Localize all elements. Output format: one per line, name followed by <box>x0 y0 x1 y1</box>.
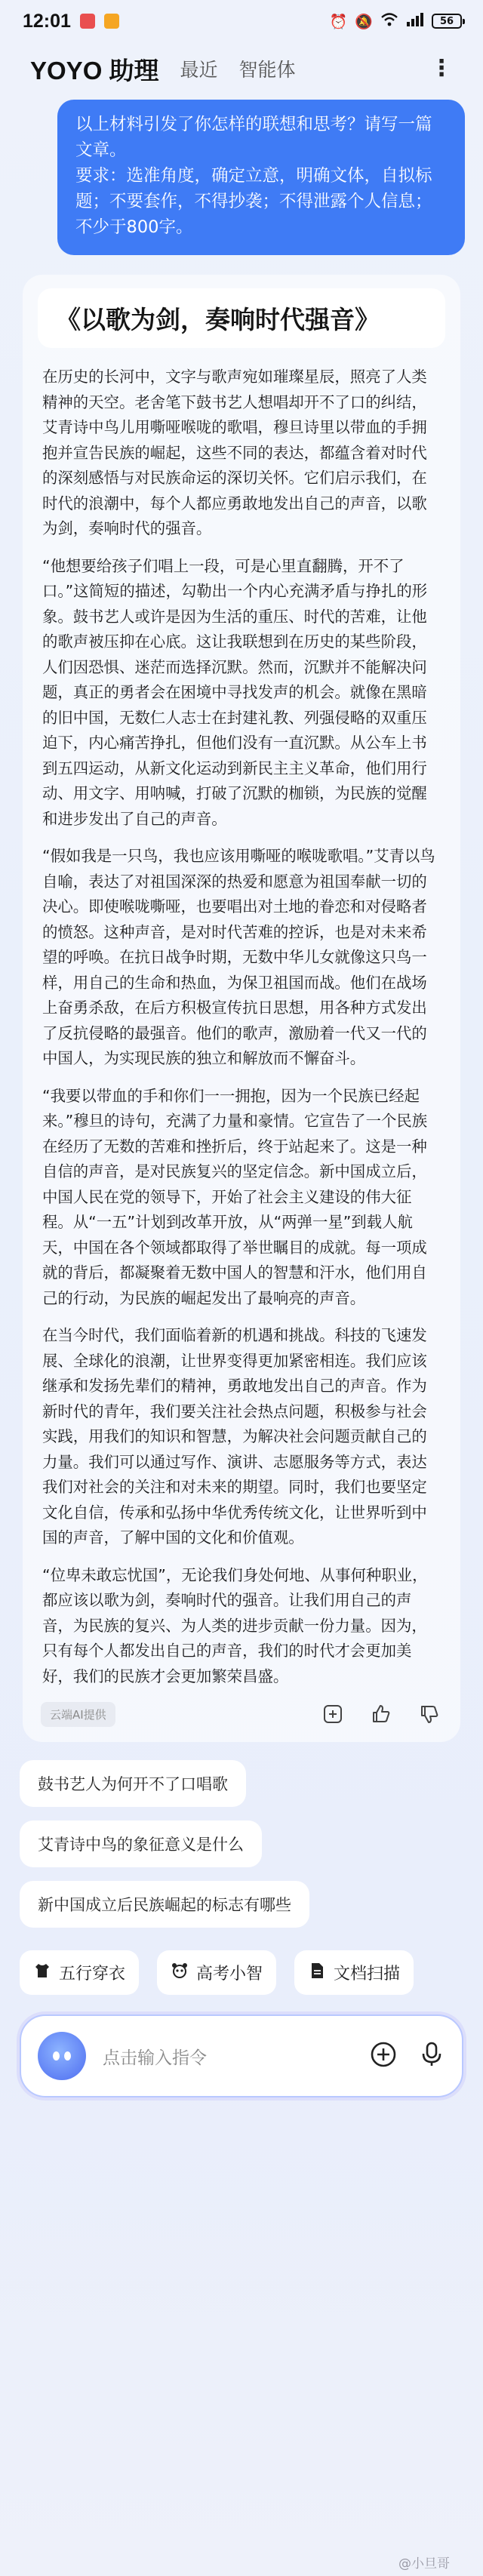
quick-actions <box>20 1950 463 1995</box>
watermark: @小旦哥 <box>398 2556 450 2571</box>
battery-indicator <box>432 14 462 29</box>
suggestion-chip[interactable]: 新中国成立后民族崛起的标志有哪些 <box>20 1881 309 1928</box>
quick-action-label: 文档扫描 <box>334 1965 401 1984</box>
mute-icon: 🔕 <box>355 13 373 30</box>
essay-paragraph: 在历史的长河中，文字与歌声宛如璀璨星辰，照亮了人类精神的天空。老舍笔下鼓书艺人想唱却开不了口的纠结，艾青诗中鸟儿用嘶哑喉咙的歌唱，穆旦诗里以带血的手拥抱并宣告民族的崛起，这些不同的表达，都蕴含着对时代的深刻感悟与对民族命运的深切关怀。它们启示我们，在时代的浪潮中，每个人都应勇敢地发出自己的声音，以歌为剑，奏响时代的强音。 <box>42 368 427 537</box>
user-message-bubble <box>57 100 465 255</box>
shirt-icon <box>33 1962 51 1984</box>
essay-title: 《以歌为剑，奏响时代强音》 <box>38 288 445 348</box>
thumbs-down-icon[interactable] <box>417 1701 442 1727</box>
microphone-icon[interactable] <box>418 2041 445 2071</box>
tab-agents[interactable]: 智能体 <box>238 59 296 81</box>
app-title: YOYO 助理 <box>30 56 159 85</box>
quick-action-label: 高考小智 <box>196 1965 263 1984</box>
more-menu-button[interactable]: ⋮ <box>430 55 453 82</box>
app-header <box>0 42 483 95</box>
app-notification-icon <box>80 14 95 29</box>
add-attachment-icon[interactable] <box>370 2041 397 2071</box>
document-icon <box>308 1962 326 1984</box>
panda-icon <box>171 1962 189 1984</box>
user-message-line: 以上材料引发了你怎样的联想和思考？请写一篇文章。 <box>75 115 432 160</box>
source-tag: 云端AI提供 <box>41 1702 115 1727</box>
thumbs-up-icon[interactable] <box>368 1701 394 1727</box>
assistant-avatar-icon[interactable] <box>38 2032 86 2080</box>
app-notification-icon-2 <box>104 14 119 29</box>
quick-action-wuxing[interactable] <box>20 1950 139 1995</box>
answer-card <box>23 275 460 1742</box>
add-icon[interactable] <box>320 1701 346 1727</box>
essay-paragraph: 在当今时代，我们面临着新的机遇和挑战。科技的飞速发展、全球化的浪潮，让世界变得更加紧密相连。我们应该继承和发扬先辈们的精神，勇敢地发出自己的声音。作为新时代的青年，我们要关注社会热点问题，积极参与社会实践，用我们的知识和智慧，为解决社会问题贡献自己的力量。我们可以通过写作、演讲、志愿服务等方式，表达我们对社会的关注和对未来的期望。同时，我们也要坚定文化自信，传承和弘扬中华优秀传统文化，让世界听到中国的声音，了解中国的文化和价值观。 <box>42 1326 427 1547</box>
answer-actions <box>320 1701 442 1727</box>
status-time: 12:01 <box>23 10 71 32</box>
input-bar <box>20 2014 463 2097</box>
essay-paragraph: “他想要给孩子们唱上一段，可是心里直翻腾，开不了口。”这简短的描述，勾勒出一个内心充满矛盾与挣扎的形象。鼓书艺人或许是因为生活的重压、时代的苦难，让他的歌声被压抑在心底。这让我联想到在历史的某些阶段，人们因恐惧、迷茫而选择沉默。然而，沉默并不能解决问题，真正的勇者会在困境中寻找发声的机会。就像在黑暗的旧中国，无数仁人志士在封建礼教、列强侵略的双重压迫下，内心痛苦挣扎，但他们没有一直沉默。从公车上书到五四运动，从新文化运动到新民主主义革命，他们用行动、用文字、用呐喊，打破了沉默的枷锁，为民族的觉醒和进步发出了自己的声音。 <box>42 556 428 828</box>
command-input[interactable]: 点击输入指令 <box>103 2048 207 2068</box>
suggestion-chip[interactable]: 鼓书艺人为何开不了口唱歌 <box>20 1760 246 1807</box>
suggestion-chip[interactable]: 艾青诗中鸟的象征意义是什么 <box>20 1820 262 1867</box>
answer-footer <box>38 1701 445 1730</box>
alarm-icon: ⏰ <box>329 13 348 30</box>
wifi-icon <box>380 12 398 31</box>
tab-recent[interactable]: 最近 <box>180 59 218 81</box>
quick-action-label: 五行穿衣 <box>59 1965 126 1984</box>
user-message-line: 要求：选准角度，确定立意，明确文体，自拟标题；不要套作，不得抄袭；不得泄露个人信息；不少于800字。 <box>75 166 432 237</box>
signal-icon <box>406 12 424 31</box>
quick-action-gaokao[interactable] <box>157 1950 276 1995</box>
essay-paragraph: “假如我是一只鸟，我也应该用嘶哑的喉咙歌唱。”艾青以鸟自喻，表达了对祖国深深的热爱和愿意为祖国奉献一切的决心。即使喉咙嘶哑，也要唱出对土地的眷恋和对侵略者的愤怒。这种声音，是对时代苦难的控诉，也是对未来希望的呼唤。在抗日战争时期，无数中华儿女就像这只鸟一样，用自己的生命和热血，为保卫祖国而战。他们在战场上奋勇杀敌，在后方积极宣传抗日思想，用各种方式发出了反抗侵略的最强音。他们的歌声，激励着一代又一代的中国人，为实现民族的独立和解放而不懈奋斗。 <box>42 847 435 1067</box>
status-bar <box>0 0 483 42</box>
quick-action-scan[interactable] <box>294 1950 414 1995</box>
battery-level: 56 <box>439 15 454 27</box>
essay-paragraph: “位卑未敢忘忧国”，无论我们身处何地、从事何种职业，都应该以歌为剑，奏响时代的强音。让我们用自己的声音，为民族的复兴、为人类的进步贡献一份力量。因为，只有每个人都发出自己的声音，我们的时代才会更加美好，我们的民族才会更加繁荣昌盛。 <box>42 1565 428 1685</box>
essay-paragraph: “我要以带血的手和你们一一拥抱，因为一个民族已经起来。”穆旦的诗句，充满了力量和豪情。它宣告了一个民族在经历了无数的苦难和挫折后，终于站起来了。这是一种自信的声音，是对民族复兴的坚定信念。新中国成立后，中国人民在党的领导下，开始了社会主义建设的伟大征程。从“一五”计划到改革开放，从“两弹一星”到载人航天，中国在各个领域都取得了举世瞩目的成就。每一项成就的背后，都凝聚着无数中国人的智慧和汗水，他们用自己的行动，为民族的崛起发出了最响亮的声音。 <box>42 1086 428 1307</box>
